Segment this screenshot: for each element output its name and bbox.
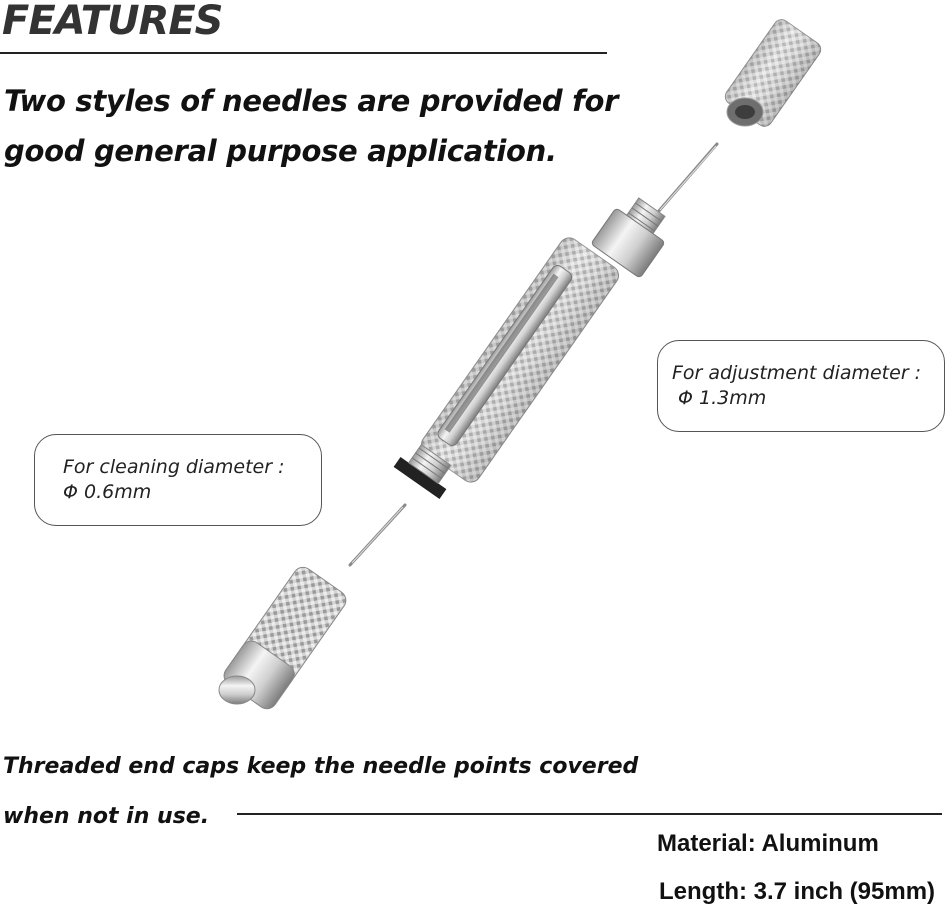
bottom-rule: [237, 813, 942, 815]
spec-material: Material: Aluminum: [657, 830, 879, 857]
intro-line-2: good general purpose application.: [4, 134, 557, 168]
intro-line-1: Two styles of needles are provided for: [4, 84, 619, 118]
callout-adjustment-label: For adjustment diameter :: [672, 362, 922, 384]
spec-length: Length: 3.7 inch (95mm): [659, 878, 936, 905]
bottom-cap-tip: [219, 676, 255, 704]
end-caps-text: [3, 742, 638, 842]
intro-text: [4, 76, 618, 176]
callout-cleaning-label: For cleaning diameter :: [63, 456, 285, 478]
end-caps-line-2: when not in use.: [3, 804, 210, 829]
handle-body: [418, 234, 623, 486]
callout-cleaning-value: Φ 0.6mm: [63, 481, 152, 503]
end-caps-line-1: Threaded end caps keep the needle points covered: [3, 754, 639, 779]
callout-cleaning: [34, 434, 322, 526]
callout-adjustment-value: Φ 1.3mm: [678, 387, 767, 409]
heading-rule: [0, 52, 607, 54]
callout-adjustment: [657, 340, 945, 432]
page-heading: FEATURES: [2, 0, 223, 44]
